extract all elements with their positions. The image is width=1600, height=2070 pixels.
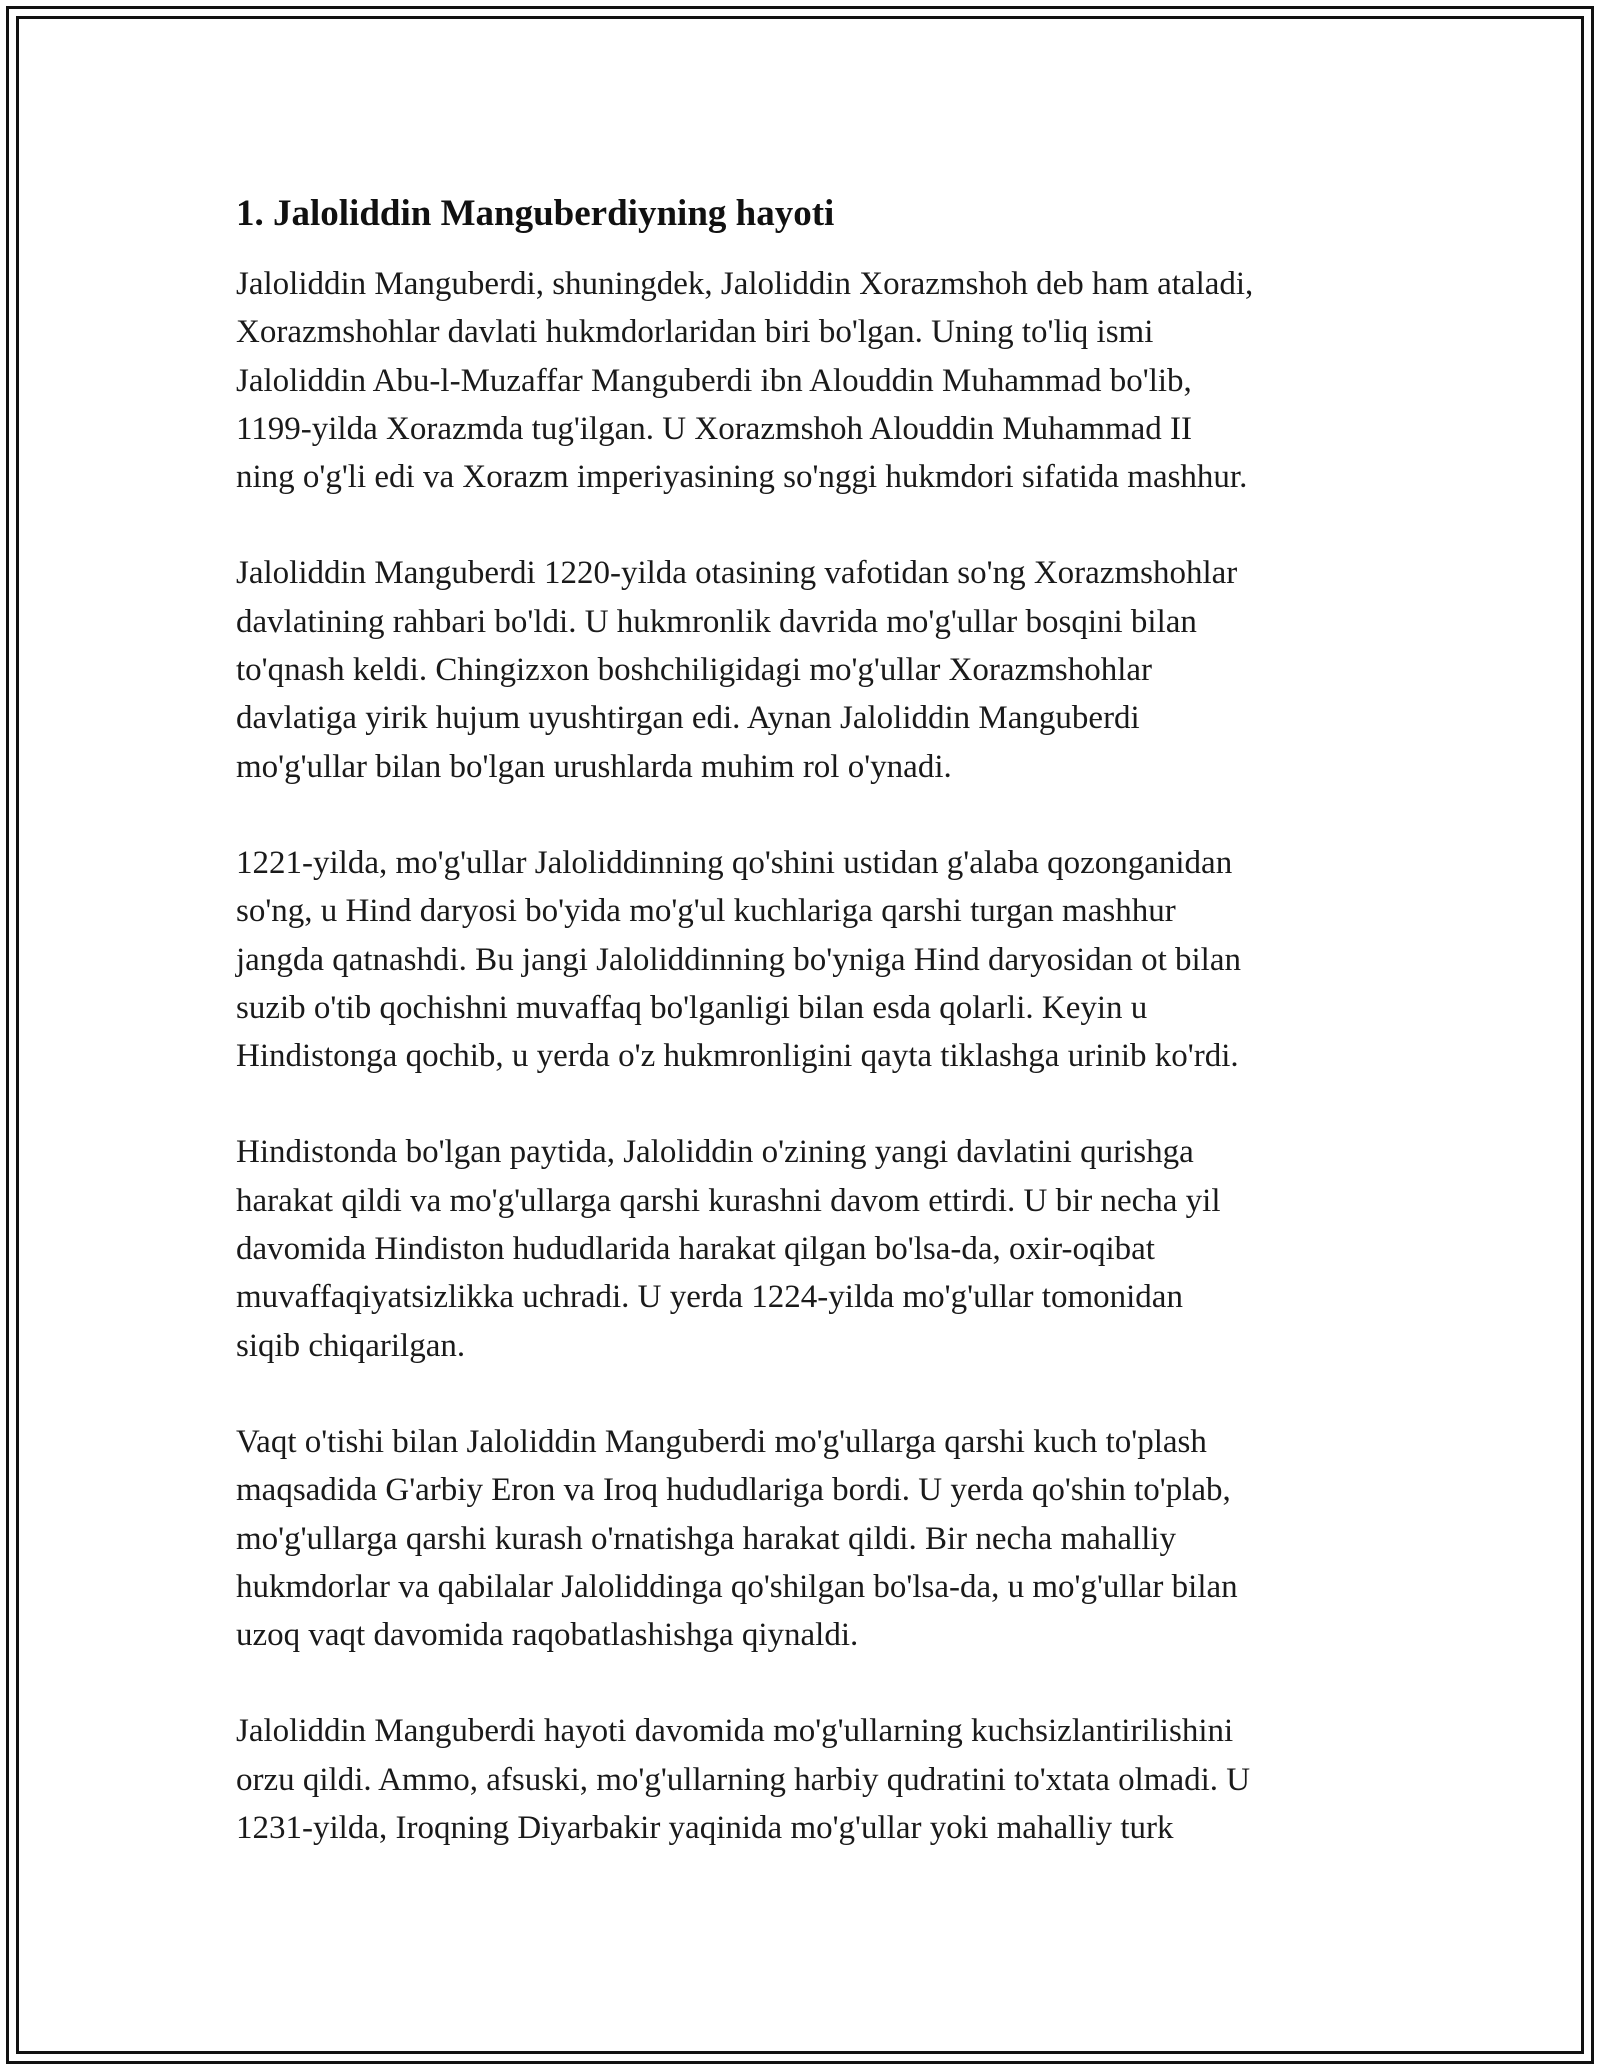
text-line: 1199-yilda Xorazmda tug'ilgan. U Xorazmshoh Alouddin Muhammad II — [236, 410, 1193, 447]
paragraph-5 — [236, 1418, 1416, 1659]
text-line: davomida Hindiston hududlarida harakat qilgan bo'lsa-da, oxir-oqibat — [236, 1231, 1155, 1268]
paragraph-1 — [236, 260, 1416, 501]
text-line: davlatiga yirik hujum uyushtirgan edi. Aynan Jaloliddin Manguberdi — [236, 700, 1140, 737]
document-body — [236, 190, 1416, 1900]
paragraph-3 — [236, 839, 1416, 1080]
text-line: Xorazmshohlar davlati hukmdorlaridan biri bo'lgan. Uning to'liq ismi — [236, 314, 1154, 351]
text-line: Jaloliddin Manguberdi, shuningdek, Jaloliddin Xorazmshoh deb ham ataladi, — [236, 266, 1254, 302]
paragraph-2 — [236, 549, 1416, 790]
text-line: Jaloliddin Manguberdi 1220-yilda otasining vafotidan so'ng Xorazmshohlar — [236, 555, 1238, 592]
text-line: Jaloliddin Manguberdi hayoti davomida mo'g'ullarning kuchsizlantirilishini — [236, 1713, 1234, 1750]
text-line: mo'g'ullarga qarshi kurash o'rnatishga harakat qildi. Bir necha mahalliy — [236, 1520, 1177, 1557]
text-line: Vaqt o'tishi bilan Jaloliddin Manguberdi mo'g'ullarga qarshi kuch to'plash — [236, 1423, 1207, 1460]
text-line: maqsadida G'arbiy Eron va Iroq hududlariga bordi. U yerda qo'shin to'plab, — [236, 1472, 1231, 1509]
text-line: 1231-yilda, Iroqning Diyarbakir yaqinida mo'g'ullar yoki mahalliy turk — [236, 1810, 1174, 1847]
text-line: harakat qildi va mo'g'ullarga qarshi kurashni davom ettirdi. U bir necha yil — [236, 1182, 1221, 1219]
text-line: orzu qildi. Ammo, afsuski, mo'g'ullarning harbiy qudratini to'xtata olmadi. U — [236, 1761, 1251, 1798]
text-line: suzib o'tib qochishni muvaffaq bo'lganligi bilan esda qolarli. Keyin u — [236, 989, 1148, 1026]
text-line: uzoq vaqt davomida raqobatlashishga qiynaldi. — [236, 1617, 859, 1654]
text-line: muvaffaqiyatsizlikka uchradi. U yerda 1224-yilda mo'g'ullar tomonidan — [236, 1279, 1183, 1316]
section-heading: 1. Jaloliddin Manguberdiyning hayoti — [236, 193, 835, 234]
text-line: hukmdorlar va qabilalar Jaloliddinga qo'shilgan bo'lsa-da, u mo'g'ullar bilan — [236, 1568, 1238, 1605]
text-line: so'ng, u Hind daryosi bo'yida mo'g'ul kuchlariga qarshi turgan mashhur — [236, 893, 1176, 930]
text-line: jangda qatnashdi. Bu jangi Jaloliddinning bo'yniga Hind daryosidan ot bilan — [236, 941, 1241, 978]
paragraph-4 — [236, 1128, 1416, 1369]
paragraph-6 — [236, 1707, 1416, 1852]
text-line: ning o'g'li edi va Xorazm imperiyasining so'nggi hukmdori sifatida mashhur. — [236, 459, 1248, 496]
text-line: Jaloliddin Abu-l-Muzaffar Manguberdi ibn Alouddin Muhammad bo'lib, — [236, 362, 1192, 399]
text-line: 1221-yilda, mo'g'ullar Jaloliddinning qo'shini ustidan g'alaba qozonganidan — [236, 844, 1233, 881]
text-line: mo'g'ullar bilan bo'lgan urushlarda muhim rol o'ynadi. — [236, 748, 952, 785]
text-line: davlatining rahbari bo'ldi. U hukmronlik davrida mo'g'ullar bosqini bilan — [236, 603, 1197, 640]
text-line: Hindistonda bo'lgan paytida, Jaloliddin o'zining yangi davlatini qurishga — [236, 1134, 1194, 1171]
text-line: to'qnash keldi. Chingizxon boshchiligidagi mo'g'ullar Xorazmshohlar — [236, 652, 1153, 689]
text-line: siqib chiqarilgan. — [236, 1327, 466, 1364]
text-line: Hindistonga qochib, u yerda o'z hukmronligini qayta tiklashga urinib ko'rdi. — [236, 1038, 1239, 1075]
